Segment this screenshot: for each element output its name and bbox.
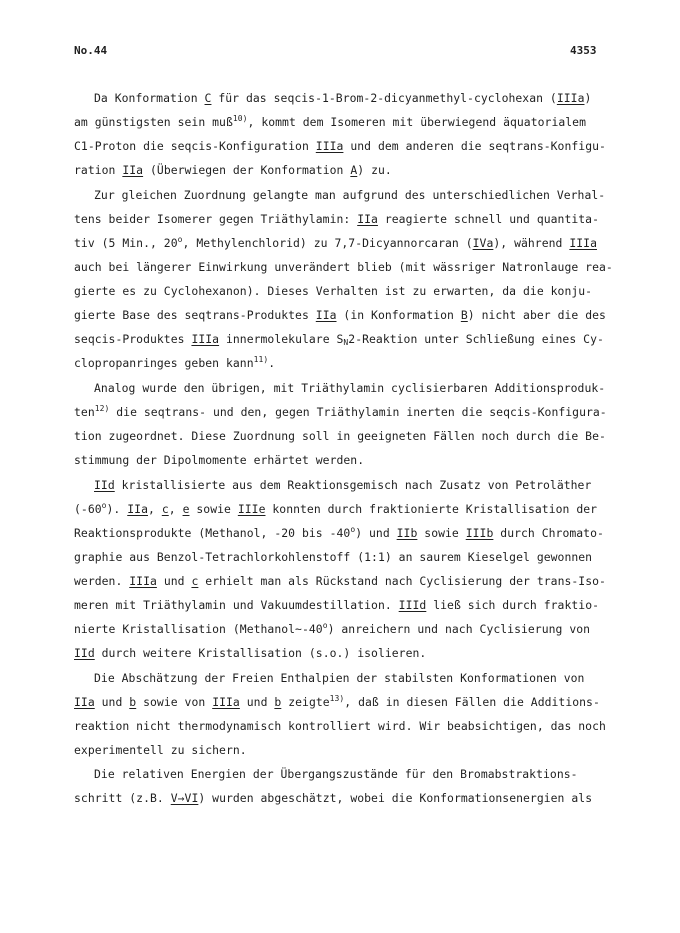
- text-line: [74, 694, 600, 709]
- text-run: meren mit Triäthylamin und Vakuumdestillation.: [74, 598, 399, 612]
- compound-label: b: [274, 695, 282, 709]
- compound-label: A: [350, 163, 358, 177]
- superscript: o: [177, 235, 183, 244]
- compound-label: IIa: [315, 308, 337, 322]
- text-run: Zur gleichen Zuordnung gelangte man aufgrund des unterschiedlichen Verhal-: [94, 188, 606, 202]
- compound-label: IVa: [472, 236, 494, 250]
- text-run: gierte Base des seqtrans-Produktes: [74, 308, 316, 322]
- issue-number: No.44: [74, 44, 108, 57]
- superscript: 13): [329, 694, 345, 703]
- compound-label: IIIa: [129, 574, 157, 588]
- text-run: ten: [74, 405, 95, 419]
- text-run: (Überwiegen der Konformation: [143, 163, 351, 177]
- compound-label: IId: [74, 646, 95, 660]
- text-run: ) nicht aber die des: [467, 308, 606, 322]
- text-run: ) anreichern und nach Cyclisierung von: [327, 622, 591, 636]
- text-run: innermolekulare S: [219, 332, 344, 346]
- text-run: tion zugeordnet. Diese Zuordnung soll in geeigneten Fällen noch durch die Be-: [74, 429, 606, 443]
- compound-label: c: [161, 502, 169, 516]
- text-run: und: [239, 695, 275, 709]
- text-run: auch bei längerer Einwirkung unverändert blieb (mit wässriger Natronlauge rea-: [74, 260, 613, 274]
- compound-label: IIIa: [191, 332, 220, 346]
- text-run: ließ sich durch fraktio-: [426, 598, 600, 612]
- text-run: 2-Reaktion unter Schließung eines Cy-: [348, 332, 604, 346]
- compound-label: IIa: [357, 212, 378, 226]
- compound-label: C: [204, 91, 212, 105]
- text-line: [74, 114, 586, 129]
- compound-label: IIb: [396, 526, 418, 540]
- text-line: [94, 190, 605, 201]
- text-run: tiv (5 Min., 20: [74, 236, 178, 250]
- text-run: sowie: [189, 502, 238, 516]
- text-line: [94, 673, 584, 684]
- text-run: reaktion nicht thermodynamisch kontrolliert wird. Wir beabsichtigen, das noch: [74, 719, 606, 733]
- superscript: 11): [253, 355, 269, 364]
- compound-label: IIa: [127, 502, 148, 516]
- text-line: [94, 480, 591, 491]
- text-run: Analog wurde den übrigen, mit Triäthylamin cyclisierbaren Additionsproduk-: [94, 381, 606, 395]
- text-run: graphie aus Benzol-Tetrachlorkohlenstoff (1:1) an saurem Kieselgel gewonnen: [74, 550, 593, 564]
- text-line: [74, 793, 592, 804]
- text-line: [74, 431, 606, 442]
- text-run: experimentell zu sichern.: [74, 743, 247, 757]
- text-run: reagierte schnell und quantita-: [377, 212, 600, 226]
- text-run: ) und: [355, 526, 397, 540]
- text-run: ): [584, 91, 592, 105]
- text-run: schritt (z.B.: [74, 791, 171, 805]
- compound-label: IIIb: [465, 526, 494, 540]
- text-run: (in Konformation: [336, 308, 461, 322]
- text-run: ).: [106, 502, 128, 516]
- compound-label: IIIe: [237, 502, 266, 516]
- text-line: [74, 235, 597, 250]
- superscript: o: [322, 621, 328, 630]
- superscript: o: [350, 525, 356, 534]
- text-run: seqcis-Produktes: [74, 332, 192, 346]
- text-run: nierte Kristallisation (Methanol~-40: [74, 622, 323, 636]
- text-line: [94, 383, 605, 394]
- text-line: [74, 455, 364, 466]
- text-line: [74, 165, 392, 176]
- text-run: tens beider Isomerer gegen Triäthylamin:: [74, 212, 358, 226]
- text-run: werden.: [74, 574, 130, 588]
- text-line: [74, 262, 613, 273]
- text-line: [74, 648, 426, 659]
- text-line: [74, 141, 606, 152]
- subscript: N: [343, 338, 349, 347]
- superscript: 12): [94, 404, 110, 413]
- text-run: die seqtrans- und den, gegen Triäthylamin inerten die seqcis-Konfigura-: [109, 405, 607, 419]
- text-line: [74, 600, 599, 611]
- text-line: [94, 93, 591, 104]
- text-run: und: [156, 574, 192, 588]
- text-run: gierte es zu Cyclohexanon). Dieses Verhalten ist zu erwarten, da die konju-: [74, 284, 593, 298]
- text-run: ) zu.: [357, 163, 392, 177]
- text-run: C1-Proton die seqcis-Konfiguration: [74, 139, 316, 153]
- text-line: [74, 404, 607, 419]
- text-run: und dem anderen die seqtrans-Konfigu-: [343, 139, 606, 153]
- superscript: o: [101, 501, 107, 510]
- text-line: [74, 214, 599, 225]
- text-run: ), während: [493, 236, 570, 250]
- text-line: [74, 621, 591, 636]
- text-line: [74, 745, 247, 756]
- compound-label: IIa: [122, 163, 144, 177]
- compound-label: IIId: [398, 598, 427, 612]
- compound-label: IId: [94, 478, 115, 492]
- text-run: für das seqcis-1-Brom-2-dicyanmethyl-cyclohexan (: [211, 91, 557, 105]
- superscript: 10): [232, 114, 248, 123]
- text-run: Die Abschätzung der Freien Enthalpien der stabilsten Konformationen von: [94, 671, 585, 685]
- text-run: sowie von: [136, 695, 213, 709]
- text-run: konnten durch fraktionierte Kristallisation der: [265, 502, 598, 516]
- text-run: , kommt dem Isomeren mit überwiegend äquatorialem: [247, 115, 586, 129]
- text-line: [74, 310, 606, 321]
- text-line: [74, 552, 592, 563]
- text-line: [74, 334, 604, 345]
- compound-label: e: [182, 502, 190, 516]
- text-run: am günstigsten sein muß: [74, 115, 233, 129]
- text-run: .: [268, 356, 276, 370]
- text-line: [94, 769, 578, 780]
- text-run: (-60: [74, 502, 102, 516]
- compound-label: B: [460, 308, 468, 322]
- text-line: [74, 286, 592, 297]
- text-run: kristallisierte aus dem Reaktionsgemisch nach Zusatz von Petroläther: [114, 478, 592, 492]
- text-run: ) wurden abgeschätzt, wobei die Konformationsenergien als: [198, 791, 593, 805]
- text-run: Da Konformation: [94, 91, 205, 105]
- text-run: , Methylenchlorid) zu 7,7-Dicyannorcaran (: [182, 236, 473, 250]
- text-run: Reaktionsprodukte (Methanol, -20 bis -40: [74, 526, 351, 540]
- text-run: ,: [147, 502, 162, 516]
- compound-label: IIIa: [315, 139, 344, 153]
- compound-label: c: [191, 574, 199, 588]
- text-run: zeigte: [281, 695, 330, 709]
- compound-label: IIIa: [556, 91, 585, 105]
- text-run: stimmung der Dipolmomente erhärtet werden.: [74, 453, 365, 467]
- text-run: ,: [168, 502, 183, 516]
- compound-label: IIIa: [569, 236, 597, 250]
- text-line: [74, 721, 606, 732]
- text-run: durch Chromato-: [493, 526, 604, 540]
- compound-label: V→VI: [170, 791, 199, 805]
- text-run: , daß in diesen Fällen die Additions-: [344, 695, 600, 709]
- text-run: ration: [74, 163, 123, 177]
- text-run: und: [94, 695, 130, 709]
- compound-label: IIa: [74, 695, 95, 709]
- text-line: [74, 355, 276, 370]
- page-number: 4353: [570, 44, 597, 57]
- text-line: [74, 501, 598, 516]
- text-line: [74, 525, 604, 540]
- text-line: [74, 576, 606, 587]
- text-run: durch weitere Kristallisation (s.o.) isolieren.: [94, 646, 427, 660]
- text-run: clopropanringes geben kann: [74, 356, 254, 370]
- text-run: sowie: [417, 526, 466, 540]
- text-run: Die relativen Energien der Übergangszustände für den Bromabstraktions-: [94, 767, 578, 781]
- compound-label: b: [129, 695, 137, 709]
- text-run: erhielt man als Rückstand nach Cyclisierung der trans-Iso-: [198, 574, 606, 588]
- compound-label: IIIa: [212, 695, 240, 709]
